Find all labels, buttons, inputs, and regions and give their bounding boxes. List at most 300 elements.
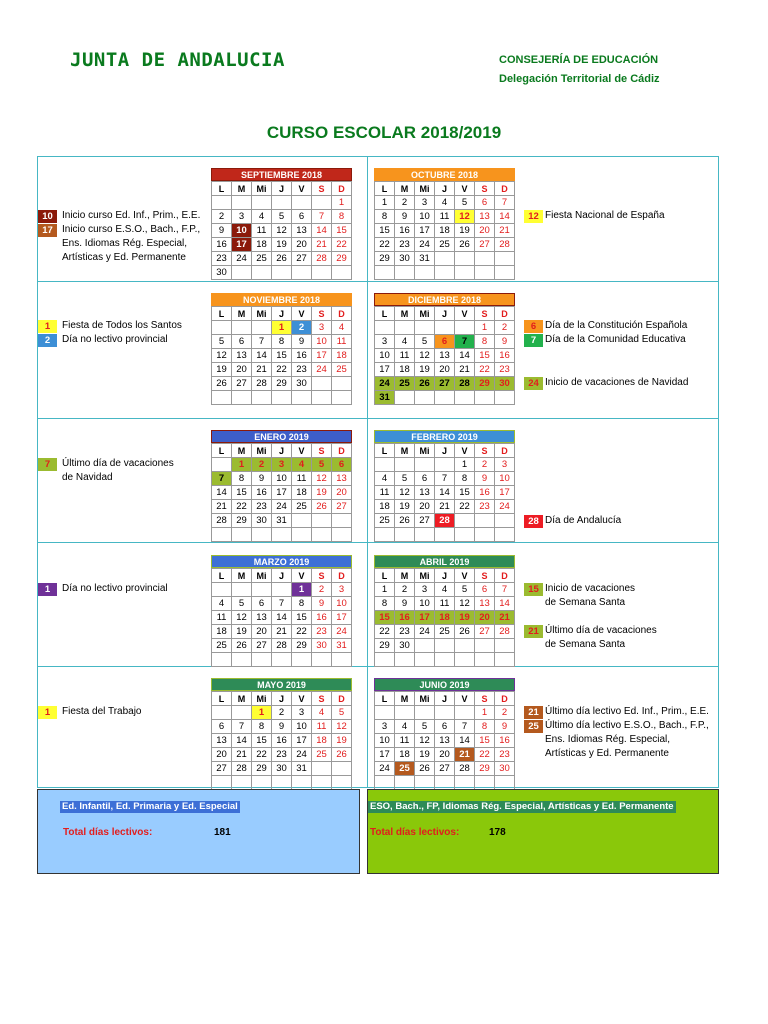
weekday-header: J bbox=[435, 182, 455, 196]
weekday-header: Mi bbox=[415, 307, 435, 321]
month-grid bbox=[211, 443, 352, 542]
day-cell: 25 bbox=[395, 762, 415, 776]
empty-cell bbox=[312, 377, 332, 391]
day-cell: 12 bbox=[395, 486, 415, 500]
weekday-header: M bbox=[395, 569, 415, 583]
empty-cell bbox=[455, 514, 475, 528]
day-cell: 16 bbox=[212, 238, 232, 252]
empty-cell bbox=[495, 528, 515, 542]
day-cell: 1 bbox=[475, 321, 495, 335]
empty-cell bbox=[232, 653, 252, 667]
day-cell: 30 bbox=[495, 377, 515, 391]
day-cell: 10 bbox=[415, 597, 435, 611]
day-cell: 16 bbox=[395, 611, 415, 625]
empty-cell bbox=[212, 583, 232, 597]
empty-cell bbox=[252, 266, 272, 280]
day-cell: 23 bbox=[292, 363, 312, 377]
legend-text: Último día de vacaciones bbox=[62, 458, 174, 469]
day-cell: 7 bbox=[495, 196, 515, 210]
day-cell: 22 bbox=[232, 500, 252, 514]
weekday-header: D bbox=[332, 692, 352, 706]
empty-cell bbox=[252, 776, 272, 790]
row-divider bbox=[37, 542, 719, 543]
day-cell: 9 bbox=[475, 472, 495, 486]
day-cell: 19 bbox=[415, 748, 435, 762]
legend-badge: 25 bbox=[524, 720, 543, 733]
legend-badge: 15 bbox=[524, 583, 543, 596]
day-cell: 25 bbox=[395, 377, 415, 391]
weekday-header: S bbox=[312, 307, 332, 321]
empty-cell bbox=[475, 266, 495, 280]
day-cell: 23 bbox=[395, 238, 415, 252]
header-delegacion: Delegación Territorial de Cádiz bbox=[499, 73, 660, 85]
empty-cell bbox=[312, 762, 332, 776]
weekday-header: S bbox=[475, 569, 495, 583]
weekday-header: L bbox=[375, 307, 395, 321]
day-cell: 27 bbox=[332, 500, 352, 514]
day-cell: 18 bbox=[435, 611, 455, 625]
day-cell: 11 bbox=[252, 224, 272, 238]
day-cell: 12 bbox=[332, 720, 352, 734]
day-cell: 13 bbox=[475, 210, 495, 224]
weekday-header: V bbox=[455, 307, 475, 321]
day-cell: 5 bbox=[332, 706, 352, 720]
empty-cell bbox=[495, 391, 515, 405]
empty-cell bbox=[395, 528, 415, 542]
legend-text: Artísticas y Ed. Permanente bbox=[62, 252, 186, 263]
day-cell: 20 bbox=[475, 611, 495, 625]
weekday-header: J bbox=[272, 182, 292, 196]
day-cell: 17 bbox=[232, 238, 252, 252]
day-cell: 21 bbox=[455, 748, 475, 762]
day-cell: 22 bbox=[272, 363, 292, 377]
weekday-header: S bbox=[312, 444, 332, 458]
empty-cell bbox=[495, 266, 515, 280]
day-cell: 19 bbox=[312, 486, 332, 500]
empty-cell bbox=[415, 391, 435, 405]
day-cell: 17 bbox=[332, 611, 352, 625]
day-cell: 26 bbox=[455, 625, 475, 639]
weekday-header: M bbox=[395, 182, 415, 196]
weekday-header: M bbox=[395, 692, 415, 706]
day-cell: 1 bbox=[332, 196, 352, 210]
day-cell: 31 bbox=[272, 514, 292, 528]
month-grid bbox=[211, 306, 352, 405]
empty-cell bbox=[435, 528, 455, 542]
day-cell: 10 bbox=[312, 335, 332, 349]
day-cell: 26 bbox=[415, 762, 435, 776]
day-cell: 29 bbox=[292, 639, 312, 653]
weekday-header: L bbox=[212, 182, 232, 196]
day-cell: 5 bbox=[212, 335, 232, 349]
day-cell: 31 bbox=[415, 252, 435, 266]
day-cell: 15 bbox=[375, 611, 395, 625]
weekday-header: D bbox=[495, 569, 515, 583]
day-cell: 4 bbox=[435, 583, 455, 597]
weekday-header: M bbox=[232, 692, 252, 706]
day-cell: 30 bbox=[292, 377, 312, 391]
day-cell: 18 bbox=[292, 486, 312, 500]
day-cell: 12 bbox=[415, 349, 435, 363]
day-cell: 10 bbox=[375, 734, 395, 748]
day-cell: 19 bbox=[395, 500, 415, 514]
empty-cell bbox=[232, 266, 252, 280]
empty-cell bbox=[375, 776, 395, 790]
day-cell: 11 bbox=[292, 472, 312, 486]
empty-cell bbox=[272, 391, 292, 405]
legend-text: Último día lectivo E.S.O., Bach., F.P., bbox=[545, 720, 709, 731]
day-cell: 22 bbox=[475, 363, 495, 377]
day-cell: 20 bbox=[332, 486, 352, 500]
month-grid bbox=[374, 443, 515, 542]
day-cell: 2 bbox=[475, 458, 495, 472]
day-cell: 23 bbox=[312, 625, 332, 639]
day-cell: 16 bbox=[292, 349, 312, 363]
weekday-header: V bbox=[455, 692, 475, 706]
day-cell: 21 bbox=[455, 363, 475, 377]
day-cell: 16 bbox=[272, 734, 292, 748]
day-cell: 6 bbox=[415, 472, 435, 486]
day-cell: 7 bbox=[455, 720, 475, 734]
empty-cell bbox=[332, 762, 352, 776]
weekday-header: L bbox=[375, 182, 395, 196]
day-cell: 17 bbox=[375, 363, 395, 377]
legend-text: Inicio de vacaciones de Navidad bbox=[545, 377, 689, 388]
day-cell: 8 bbox=[455, 472, 475, 486]
day-cell: 1 bbox=[475, 706, 495, 720]
empty-cell bbox=[475, 252, 495, 266]
empty-cell bbox=[455, 528, 475, 542]
day-cell: 13 bbox=[435, 734, 455, 748]
day-cell: 23 bbox=[495, 363, 515, 377]
day-cell: 26 bbox=[415, 377, 435, 391]
empty-cell bbox=[455, 266, 475, 280]
weekday-header: D bbox=[332, 444, 352, 458]
day-cell: 15 bbox=[475, 734, 495, 748]
day-cell: 25 bbox=[252, 252, 272, 266]
day-cell: 4 bbox=[395, 720, 415, 734]
day-cell: 1 bbox=[292, 583, 312, 597]
day-cell: 3 bbox=[272, 458, 292, 472]
day-cell: 15 bbox=[272, 349, 292, 363]
weekday-header: J bbox=[435, 692, 455, 706]
legend-badge: 1 bbox=[38, 320, 57, 333]
day-cell: 21 bbox=[272, 625, 292, 639]
day-cell: 24 bbox=[272, 500, 292, 514]
empty-cell bbox=[292, 776, 312, 790]
day-cell: 23 bbox=[395, 625, 415, 639]
empty-cell bbox=[272, 266, 292, 280]
day-cell: 18 bbox=[395, 363, 415, 377]
month-grid bbox=[374, 181, 515, 280]
empty-cell bbox=[252, 321, 272, 335]
day-cell: 30 bbox=[272, 762, 292, 776]
legend-text: Fiesta del Trabajo bbox=[62, 706, 142, 717]
weekday-header: S bbox=[312, 692, 332, 706]
month-grid bbox=[211, 568, 352, 667]
weekday-header: J bbox=[272, 692, 292, 706]
weekday-header: Mi bbox=[415, 692, 435, 706]
empty-cell bbox=[292, 391, 312, 405]
weekday-header: M bbox=[395, 444, 415, 458]
day-cell: 28 bbox=[495, 238, 515, 252]
day-cell: 28 bbox=[455, 762, 475, 776]
weekday-header: Mi bbox=[252, 307, 272, 321]
weekday-header: D bbox=[495, 182, 515, 196]
empty-cell bbox=[232, 321, 252, 335]
month-calendar bbox=[211, 678, 352, 790]
empty-cell bbox=[232, 776, 252, 790]
empty-cell bbox=[252, 528, 272, 542]
day-cell: 27 bbox=[475, 625, 495, 639]
day-cell: 14 bbox=[212, 486, 232, 500]
day-cell: 1 bbox=[252, 706, 272, 720]
weekday-header: L bbox=[212, 569, 232, 583]
day-cell: 16 bbox=[252, 486, 272, 500]
day-cell: 8 bbox=[475, 720, 495, 734]
day-cell: 13 bbox=[435, 349, 455, 363]
day-cell: 25 bbox=[212, 639, 232, 653]
day-cell: 30 bbox=[312, 639, 332, 653]
empty-cell bbox=[312, 196, 332, 210]
day-cell: 7 bbox=[232, 720, 252, 734]
day-cell: 15 bbox=[232, 486, 252, 500]
day-cell: 30 bbox=[395, 252, 415, 266]
day-cell: 16 bbox=[395, 224, 415, 238]
day-cell: 8 bbox=[475, 335, 495, 349]
legend-text: de Semana Santa bbox=[545, 639, 626, 650]
header-consejeria: CONSEJERÍA DE EDUCACIÓN bbox=[499, 54, 659, 66]
day-cell: 6 bbox=[475, 196, 495, 210]
empty-cell bbox=[312, 391, 332, 405]
weekday-header: L bbox=[212, 307, 232, 321]
day-cell: 9 bbox=[252, 472, 272, 486]
day-cell: 24 bbox=[375, 377, 395, 391]
empty-cell bbox=[232, 528, 252, 542]
day-cell: 9 bbox=[395, 210, 415, 224]
day-cell: 24 bbox=[415, 238, 435, 252]
empty-cell bbox=[212, 458, 232, 472]
day-cell: 28 bbox=[455, 377, 475, 391]
day-cell: 7 bbox=[435, 472, 455, 486]
weekday-header: L bbox=[375, 692, 395, 706]
empty-cell bbox=[435, 706, 455, 720]
day-cell: 20 bbox=[415, 500, 435, 514]
day-cell: 3 bbox=[375, 335, 395, 349]
day-cell: 28 bbox=[495, 625, 515, 639]
day-cell: 18 bbox=[375, 500, 395, 514]
day-cell: 21 bbox=[312, 238, 332, 252]
day-cell: 3 bbox=[232, 210, 252, 224]
day-cell: 8 bbox=[375, 597, 395, 611]
day-cell: 12 bbox=[212, 349, 232, 363]
empty-cell bbox=[252, 583, 272, 597]
day-cell: 27 bbox=[212, 762, 232, 776]
empty-cell bbox=[435, 321, 455, 335]
day-cell: 9 bbox=[212, 224, 232, 238]
day-cell: 27 bbox=[475, 238, 495, 252]
day-cell: 7 bbox=[455, 335, 475, 349]
day-cell: 14 bbox=[455, 349, 475, 363]
day-cell: 18 bbox=[212, 625, 232, 639]
day-cell: 12 bbox=[455, 597, 475, 611]
day-cell: 31 bbox=[332, 639, 352, 653]
day-cell: 1 bbox=[455, 458, 475, 472]
weekday-header: L bbox=[375, 569, 395, 583]
empty-cell bbox=[375, 321, 395, 335]
day-cell: 19 bbox=[332, 734, 352, 748]
empty-cell bbox=[435, 639, 455, 653]
legend-badge: 21 bbox=[524, 625, 543, 638]
day-cell: 22 bbox=[332, 238, 352, 252]
day-cell: 30 bbox=[495, 762, 515, 776]
day-cell: 17 bbox=[292, 734, 312, 748]
day-cell: 15 bbox=[475, 349, 495, 363]
day-cell: 5 bbox=[415, 720, 435, 734]
legend-text: de Semana Santa bbox=[545, 597, 626, 608]
empty-cell bbox=[252, 653, 272, 667]
weekday-header: S bbox=[475, 307, 495, 321]
weekday-header: J bbox=[435, 444, 455, 458]
weekday-header: V bbox=[292, 307, 312, 321]
day-cell: 11 bbox=[332, 335, 352, 349]
month-title: NOVIEMBRE 2018 bbox=[211, 293, 352, 306]
day-cell: 13 bbox=[332, 472, 352, 486]
empty-cell bbox=[332, 377, 352, 391]
day-cell: 26 bbox=[212, 377, 232, 391]
day-cell: 29 bbox=[375, 252, 395, 266]
month-title: SEPTIEMBRE 2018 bbox=[211, 168, 352, 181]
day-cell: 8 bbox=[375, 210, 395, 224]
empty-cell bbox=[332, 514, 352, 528]
empty-cell bbox=[252, 196, 272, 210]
empty-cell bbox=[475, 776, 495, 790]
empty-cell bbox=[475, 653, 495, 667]
day-cell: 20 bbox=[475, 224, 495, 238]
day-cell: 20 bbox=[232, 363, 252, 377]
month-title: JUNIO 2019 bbox=[374, 678, 515, 691]
day-cell: 23 bbox=[272, 748, 292, 762]
day-cell: 14 bbox=[455, 734, 475, 748]
day-cell: 26 bbox=[272, 252, 292, 266]
day-cell: 15 bbox=[332, 224, 352, 238]
day-cell: 1 bbox=[272, 321, 292, 335]
weekday-header: J bbox=[435, 569, 455, 583]
day-cell: 24 bbox=[375, 762, 395, 776]
empty-cell bbox=[332, 653, 352, 667]
day-cell: 2 bbox=[212, 210, 232, 224]
weekday-header: J bbox=[272, 569, 292, 583]
day-cell: 13 bbox=[252, 611, 272, 625]
legend-badge: 2 bbox=[38, 334, 57, 347]
day-cell: 28 bbox=[312, 252, 332, 266]
day-cell: 15 bbox=[252, 734, 272, 748]
empty-cell bbox=[312, 266, 332, 280]
legend-text: Inicio curso E.S.O., Bach., F.P., bbox=[62, 224, 201, 235]
weekday-header: S bbox=[312, 569, 332, 583]
legend-text: Ens. Idiomas Rég. Especial, bbox=[62, 238, 188, 249]
empty-cell bbox=[495, 252, 515, 266]
weekday-header: V bbox=[292, 182, 312, 196]
day-cell: 25 bbox=[435, 238, 455, 252]
empty-cell bbox=[212, 653, 232, 667]
day-cell: 8 bbox=[292, 597, 312, 611]
day-cell: 7 bbox=[252, 335, 272, 349]
empty-cell bbox=[455, 706, 475, 720]
day-cell: 19 bbox=[415, 363, 435, 377]
empty-cell bbox=[395, 266, 415, 280]
empty-cell bbox=[212, 321, 232, 335]
day-cell: 15 bbox=[292, 611, 312, 625]
day-cell: 9 bbox=[312, 597, 332, 611]
footer-left-label: Ed. Infantil, Ed. Primaria y Ed. Especial bbox=[62, 801, 238, 812]
day-cell: 28 bbox=[252, 377, 272, 391]
day-cell: 9 bbox=[395, 597, 415, 611]
day-cell: 10 bbox=[292, 720, 312, 734]
day-cell: 23 bbox=[495, 748, 515, 762]
day-cell: 21 bbox=[212, 500, 232, 514]
empty-cell bbox=[455, 776, 475, 790]
month-calendar bbox=[374, 168, 515, 280]
legend-badge: 1 bbox=[38, 583, 57, 596]
legend-text: Día no lectivo provincial bbox=[62, 334, 168, 345]
weekday-header: D bbox=[495, 444, 515, 458]
day-cell: 27 bbox=[415, 514, 435, 528]
day-cell: 11 bbox=[395, 349, 415, 363]
empty-cell bbox=[415, 528, 435, 542]
day-cell: 11 bbox=[375, 486, 395, 500]
day-cell: 11 bbox=[435, 597, 455, 611]
empty-cell bbox=[332, 528, 352, 542]
day-cell: 22 bbox=[475, 748, 495, 762]
day-cell: 5 bbox=[455, 583, 475, 597]
legend-badge: 24 bbox=[524, 377, 543, 390]
legend-badge: 7 bbox=[38, 458, 57, 471]
day-cell: 19 bbox=[455, 611, 475, 625]
empty-cell bbox=[292, 514, 312, 528]
day-cell: 12 bbox=[272, 224, 292, 238]
month-title: DICIEMBRE 2018 bbox=[374, 293, 515, 306]
day-cell: 27 bbox=[292, 252, 312, 266]
day-cell: 1 bbox=[375, 583, 395, 597]
day-cell: 29 bbox=[375, 639, 395, 653]
weekday-header: J bbox=[272, 444, 292, 458]
legend-badge: 7 bbox=[524, 334, 543, 347]
legend-badge: 17 bbox=[38, 224, 57, 237]
day-cell: 6 bbox=[475, 583, 495, 597]
empty-cell bbox=[435, 391, 455, 405]
weekday-header: Mi bbox=[252, 444, 272, 458]
empty-cell bbox=[435, 252, 455, 266]
empty-cell bbox=[332, 391, 352, 405]
day-cell: 15 bbox=[375, 224, 395, 238]
day-cell: 12 bbox=[415, 734, 435, 748]
day-cell: 22 bbox=[375, 238, 395, 252]
day-cell: 24 bbox=[312, 363, 332, 377]
day-cell: 24 bbox=[495, 500, 515, 514]
weekday-header: Mi bbox=[252, 692, 272, 706]
weekday-header: J bbox=[435, 307, 455, 321]
day-cell: 16 bbox=[312, 611, 332, 625]
day-cell: 4 bbox=[312, 706, 332, 720]
day-cell: 2 bbox=[495, 706, 515, 720]
weekday-header: D bbox=[495, 692, 515, 706]
day-cell: 23 bbox=[212, 252, 232, 266]
weekday-header: J bbox=[272, 307, 292, 321]
day-cell: 12 bbox=[312, 472, 332, 486]
day-cell: 17 bbox=[272, 486, 292, 500]
day-cell: 21 bbox=[252, 363, 272, 377]
